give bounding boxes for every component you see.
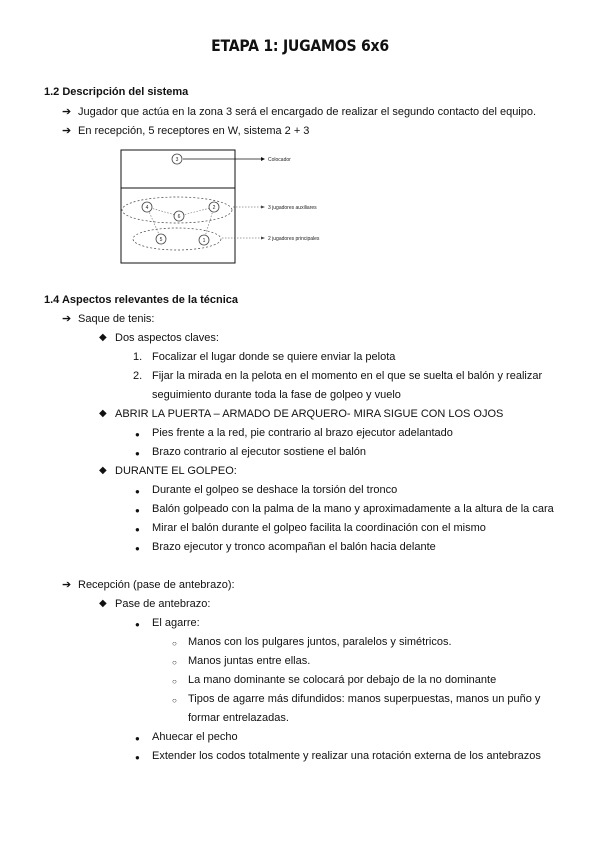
bullet-icon: ● bbox=[135, 525, 140, 534]
player-number: 1 bbox=[202, 238, 206, 244]
bullet-icon: ● bbox=[135, 620, 140, 629]
arrow-icon: ➔ bbox=[62, 579, 72, 591]
bullet-icon: ● bbox=[135, 544, 140, 553]
list-item: El agarre: bbox=[152, 617, 200, 629]
list-item: Manos juntas entre ellas. bbox=[188, 655, 311, 667]
diamond-bullet-icon: ◆ bbox=[99, 332, 107, 343]
bullet-icon: ● bbox=[135, 487, 140, 496]
arrow-icon: ➔ bbox=[62, 106, 72, 118]
bullet-icon: ● bbox=[135, 753, 140, 762]
list-item: Durante el golpeo se deshace la torsión del tronco bbox=[152, 484, 398, 496]
list-item-continuation: seguimiento durante toda la fase de golpeo y vuelo bbox=[152, 389, 401, 401]
list-item: Focalizar el lugar donde se quiere enviar la pelota bbox=[152, 351, 396, 363]
list-item: Pase de antebrazo: bbox=[115, 598, 211, 610]
diagram-label-colocador: Colocador bbox=[268, 157, 291, 163]
section-heading-1-4: 1.4 Aspectos relevantes de la técnica bbox=[44, 294, 239, 306]
list-item: La mano dominante se colocará por debajo de la no dominante bbox=[188, 674, 497, 686]
list-item: Tipos de agarre más difundidos: manos superpuestas, manos un puño y bbox=[188, 693, 541, 705]
setter-number: 3 bbox=[175, 157, 179, 163]
list-item-recepcion: Recepción (pase de antebrazo): bbox=[78, 579, 235, 591]
list-item: Pies frente a la red, pie contrario al brazo ejecutor adelantado bbox=[152, 427, 453, 439]
diagram-label-principales: 2 jugadores principales bbox=[268, 236, 320, 242]
volleyball-system-diagram bbox=[118, 147, 418, 267]
list-item: Brazo contrario al ejecutor sostiene el balón bbox=[152, 446, 367, 458]
circle-bullet-icon: ○ bbox=[172, 639, 177, 648]
diamond-bullet-icon: ◆ bbox=[99, 598, 107, 609]
player-number: 2 bbox=[212, 205, 216, 211]
list-item: Jugador que actúa en la zona 3 será el encargado de realizar el segundo contacto del equipo. bbox=[78, 106, 537, 118]
diagram-label-auxiliares: 3 jugadores auxiliares bbox=[268, 205, 317, 211]
circle-bullet-icon: ○ bbox=[172, 658, 177, 667]
list-number: 1. bbox=[133, 351, 143, 363]
circle-bullet-icon: ○ bbox=[172, 677, 177, 686]
player-number: 4 bbox=[145, 205, 149, 211]
bullet-icon: ● bbox=[135, 449, 140, 458]
list-item: Balón golpeado con la palma de la mano y aproximadamente a la altura de la cara bbox=[152, 503, 554, 515]
list-item: DURANTE EL GOLPEO: bbox=[115, 465, 237, 477]
bullet-icon: ● bbox=[135, 506, 140, 515]
bullet-icon: ● bbox=[135, 734, 140, 743]
list-item: Manos con los pulgares juntos, paralelos y simétricos. bbox=[188, 636, 452, 648]
list-item: Brazo ejecutor y tronco acompañan el balón hacia delante bbox=[152, 541, 436, 553]
section-heading-1-2: 1.2 Descripción del sistema bbox=[44, 86, 189, 98]
list-item: Ahuecar el pecho bbox=[152, 731, 238, 743]
player-number: 5 bbox=[159, 237, 163, 243]
page-title: ETAPA 1: JUGAMOS 6x6 bbox=[211, 36, 389, 55]
list-item: ABRIR LA PUERTA – ARMADO DE ARQUERO- MIRA SIGUE CON LOS OJOS bbox=[115, 408, 504, 420]
player-number: 6 bbox=[177, 214, 181, 220]
list-item: En recepción, 5 receptores en W, sistema 2 + 3 bbox=[78, 125, 310, 137]
list-item-continuation: formar entrelazadas. bbox=[188, 712, 289, 724]
list-number: 2. bbox=[133, 370, 143, 382]
list-item: Fijar la mirada en la pelota en el momento en el que se suelta el balón y realizar bbox=[152, 370, 543, 382]
bullet-icon: ● bbox=[135, 430, 140, 439]
arrow-icon: ➔ bbox=[62, 125, 72, 137]
diamond-bullet-icon: ◆ bbox=[99, 408, 107, 419]
circle-bullet-icon: ○ bbox=[172, 696, 177, 705]
list-item-saque: Saque de tenis: bbox=[78, 313, 155, 325]
arrow-icon: ➔ bbox=[62, 313, 72, 325]
list-item: Mirar el balón durante el golpeo facilita la coordinación con el mismo bbox=[152, 522, 486, 534]
diamond-bullet-icon: ◆ bbox=[99, 465, 107, 476]
list-item: Extender los codos totalmente y realizar una rotación externa de los antebrazos bbox=[152, 750, 541, 762]
list-item: Dos aspectos claves: bbox=[115, 332, 219, 344]
